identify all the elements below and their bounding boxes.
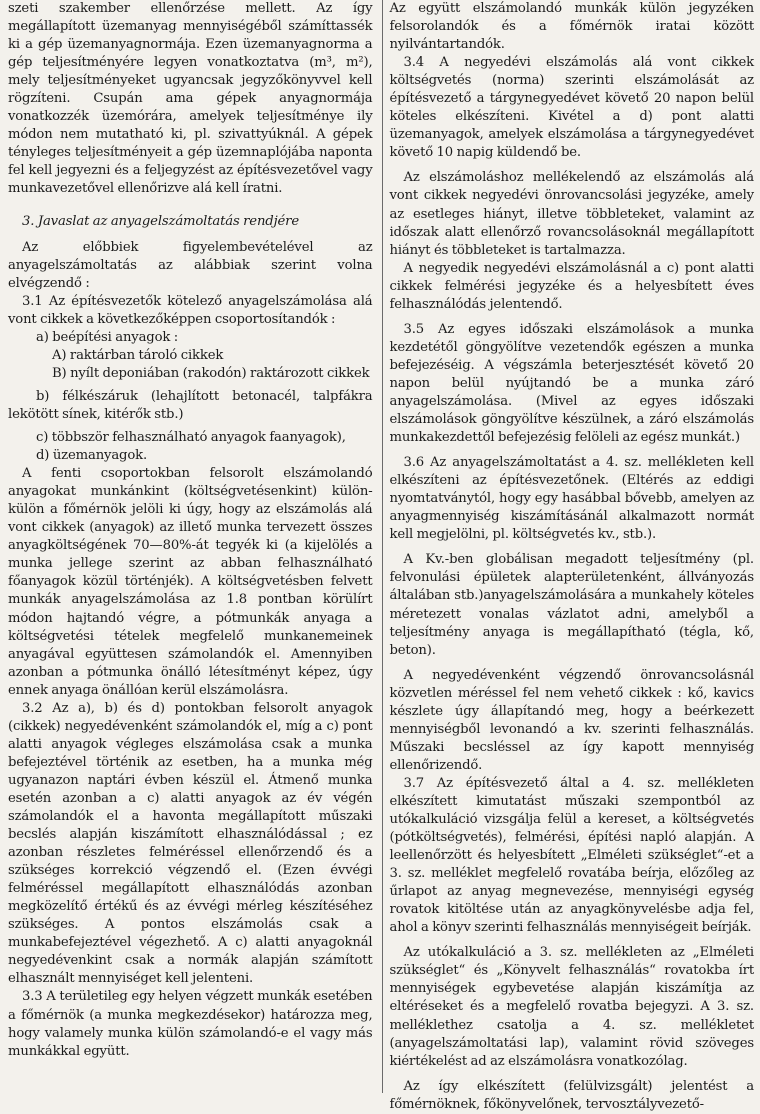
paragraph: Az elszámoláshoz mellékelendő az elszámolás alá vont cikkek negyedévi önrovancsolási jegyzéke, amely az esetleges hiányt, illetve többleteket, valamint az időszak alatt ellenőrző rovancsolásoknál megállapított hiányt és többleteket is tartalmazza. xyxy=(389,170,754,258)
paragraph: A negyedévenként végzendő önrovancsolásnál közvetlen méréssel fel nem vehető cikkek : kő, kavics készlete úgy állapítandó meg, hogy a beérkezett mennyiségből levonandó a kv. szerinti felhasználás. Műszaki becsléssel az így kapott mennyiség ellenőrizendő. xyxy=(389,667,754,773)
paragraph: Az előbbiek figyelembevételével az anyagelszámoltatás az alábbiak szerint volna elvégzendő : xyxy=(8,239,373,291)
list-item: d) üzemanyagok. xyxy=(36,448,148,464)
paragraph: A Kv.-ben globálisan megadott teljesítmény (pl. felvonulási épületek alapterületenként, állványozás általában stb.)anyagelszámolására a munkahely köteles méretezett vonalas vázlatot adni, amelyből a teljesítmény anyaga is megállapítható (tégla, kő, beton). xyxy=(389,552,754,658)
paragraph: Az együtt elszámolandó munkák külön jegyzéken felsorolandók és a főmérnök iratai között nyilvántartandók. xyxy=(389,1,754,53)
list-item: a) beépítési anyagok : xyxy=(36,329,179,345)
list-item: A) raktárban tároló cikkek xyxy=(52,347,224,363)
list-item: b) félkészáruk (lehajlított betonacél, talpfákra lekötött sínek, kitérők stb.) xyxy=(8,388,373,422)
right-column xyxy=(389,0,754,1112)
paragraph: 3.6 Az anyagelszámoltatást a 4. sz. mellékleten kell elkészíteni az építésvezetőnek. (Eltérés az eddigi nyomtatványtól, hogy egy hasábbal bővebb, amelyen az anyagmennyiség kiszámításánál alkalmazott normát kell megjelölni, pl. költségvetés kv., stb.). xyxy=(389,455,754,543)
paragraph: Az utókalkuláció a 3. sz. mellékleten az „Elméleti szükséglet“ és „Könyvelt felhasználás“ rovatokba írt mennyiségek egybevetése alapján kiszámítja az eltéréseket és a megfelelő rovatba bejegyzi. A 3. sz. melléklethez csatolja a 4. sz. mellékletet (anyagelszámoltatási lap), valamint rövid szöveges kiértékelést ad az elszámolásra vonatkozólag. xyxy=(389,945,754,1069)
list-item: B) nyílt deponiában (rakodón) raktározott cikkek xyxy=(52,365,370,381)
paragraph: A fenti csoportokban felsorolt elszámolandó anyagokat munkánkint (költségvetésenkint) külön-külön a főmérnök jelöli ki úgy, hogy az elszámolás alá vont cikkek (anyagok) az illető munka tervezett összes anyagköltségének 70—80%-át tegyék ki (a kijelölés a munka jellege szerint az abban felhasználható főanyagok közül történjék). A költségvetésben felvett munkák anyagelszámolása az 1.8 pontban körülírt módon hajtandó végre, a pótmunkák anyaga a költségvetési tételek megfelelő munkanemeinek anyagával együttesen számolandók el. Amennyiben azonban a pótmunka önálló létesítményt képez, úgy ennek anyaga önállóan kerül elszámolásra. xyxy=(8,466,373,698)
section-heading: 3. Javaslat az anyagelszámoltatás rendjére xyxy=(22,213,299,229)
paragraph: Az így elkészített (felülvizsgált) jelentést a főmérnöknek, főkönyvelőnek, tervosztályvezető- xyxy=(389,1078,754,1112)
list-item: c) többször felhasználható anyagok faanyagok), xyxy=(36,430,346,446)
paragraph: 3.1 Az építésvezetők kötelező anyagelszámolása alá vont cikkek a következőképpen csoportosítandók : xyxy=(8,293,373,327)
column-divider xyxy=(382,0,383,1093)
paragraph: 3.2 Az a), b) és d) pontokban felsorolt anyagok (cikkek) negyedévenként számolandók el, míg a c) pont alatti anyagok végleges elszámolása csak a munka befejeztével történik az esetben, ha a munka még ugyanazon naptári évben készül el. Átmenő munka esetén azonban a c) alatti anyagok az év végén számolandók el a havonta megállapított műszaki becslés alapján kiszámított elhasználódással ; ez azonban részletes felméréssel ellenőrzendő és a szükséges korrekció végzendő el. (Ezen évvégi felméréssel megállapított elhasználódás azonban megközelítő értékű és az évvégi mérleg készítéséhez szükséges. A pontos elszámolás csak a munkabefejeztével végezhető. A c) alatti anyagoknál negyedévenkint csak a normák alapján számított elhasznált mennyiséget kell jelenteni. xyxy=(8,700,373,987)
left-column xyxy=(8,0,373,1093)
paragraph: 3.4 A negyedévi elszámolás alá vont cikkek költségvetés (norma) szerinti elszámolását az építésvezető a tárgynegyedévet követő 20 napon belül köteles elkészíteni. Kivétel a d) pont alatti üzemanyagok, amelyek elszámolása a tárgynegyedévet követő 10 napig küldendő be. xyxy=(389,55,754,161)
paragraph: 3.3 A területileg egy helyen végzett munkák esetében a főmérnök (a munka megkezdésekor) határozza meg, hogy valamely munka külön számolandó-e el vagy más munkákkal együtt. xyxy=(8,989,373,1059)
paragraph: 3.5 Az egyes időszaki elszámolások a munka kezdetétől göngyölítve vezetendők egészen a munka befejezéséig. A végszámla beterjesztését követő 20 napon belül nyújtandó be a munka záró anyagelszámolása. (Mivel az egyes időszaki elszámolások göngyölítve készülnek, a záró elszámolás munkakezdettől befejezésig felöleli az egész munkát.) xyxy=(389,321,754,446)
paragraph: 3.7 Az építésvezető által a 4. sz. mellékleten elkészített kimutatást műszaki szempontból az utókalkuláció vizsgálja felül a kereset, a költségvetés (pótköltségvetés), felmérési, építési napló alapján. A leellenőrzött és helyesbített „Elméleti szükséglet“-et a 3. sz. melléklet megfelelő rovatába beírja, előzőleg az űrlapot az anyag megnevezése, mennyiségi egység rovatok kitöltése után az anyagkönyvelésbe adja fel, ahol a könyv szerinti felhasználás mennyiségeit beírják. xyxy=(389,775,754,936)
paragraph: A negyedik negyedévi elszámolásnál a c) pont alatti cikkek felmérési jegyzéke és a helyesbített éves felhasználódás jelentendő. xyxy=(389,260,754,312)
paragraph: szeti szakember ellenőrzése mellett. Az így megállapított üzemanyag mennyiségéből számíttassék ki a gép üzemanyagnormája. Ezen üzemanyagnorma a gép teljesítményére legyen vonatkoztatva (m³, m²), mely teljesítményeket ugyancsak jegyzőkönyvvel kell rögzíteni. Csupán ama gépek anyagnormája vonatkozzék üzemórára, amelyek teljesítménye ily módon nem mutatható ki, pl. szivattyúknál. A gépek tényleges teljesítményeit a gép üzemnaplójába naponta fel kell jegyezni és a feljegyzést az építésvezetővel vagy munkavezetővel ellenőrizve alá kell íratni. xyxy=(8,1,373,197)
